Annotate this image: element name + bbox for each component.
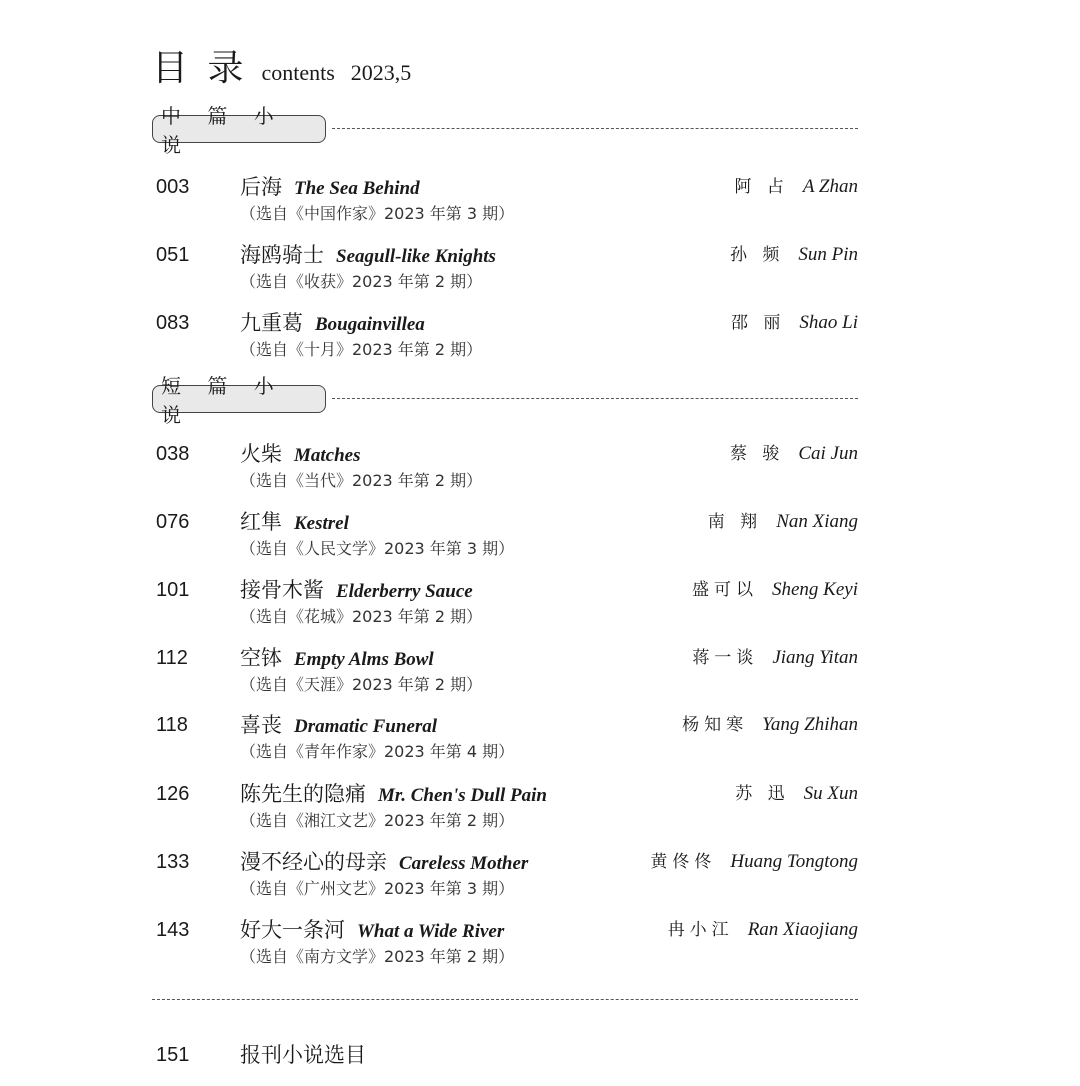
section-header-short-story — [152, 374, 858, 427]
entry-page-number: 051 — [156, 244, 190, 266]
toc-entry[interactable] — [156, 440, 858, 500]
page-header — [152, 40, 411, 91]
entry-title — [240, 440, 361, 471]
section-header-novella — [152, 104, 858, 157]
entry-source: （选自《收获》2023 年第 2 期） — [240, 272, 483, 291]
entry-title-cn: 火柴 — [240, 442, 282, 466]
entry-author-en: Su Xun — [803, 783, 858, 804]
entry-page-number: 133 — [156, 851, 190, 873]
entry-author — [692, 576, 858, 605]
entry-source: （选自《人民文学》2023 年第 3 期） — [240, 539, 515, 558]
entry-author-cn: 盛可以 — [691, 580, 758, 600]
toc-entry[interactable] — [156, 644, 858, 704]
entry-source: （选自《中国作家》2023 年第 3 期） — [240, 204, 515, 223]
page-title: 目 录 — [152, 48, 248, 89]
entry-title-en: Elderberry Sauce — [336, 581, 473, 602]
entry-title-cn: 海鸥骑士 — [240, 243, 324, 267]
entry-title-cn: 接骨木酱 — [240, 578, 324, 602]
entry-title-en: Mr. Chen's Dull Pain — [378, 785, 547, 806]
entry-author-en: Yang Zhihan — [762, 714, 858, 735]
entry-title — [240, 576, 473, 607]
toc-entry[interactable] — [156, 173, 858, 233]
entry-page-number: 126 — [156, 783, 190, 805]
entry-title-en: The Sea Behind — [294, 178, 420, 199]
entry-title-en: Careless Mother — [399, 853, 529, 874]
entry-author-en: Shao Li — [799, 312, 858, 333]
entry-page-number: 151 — [156, 1044, 190, 1066]
entry-title-cn: 好大一条河 — [240, 918, 345, 942]
entry-title — [240, 241, 496, 272]
entry-title-cn: 报刊小说选目 — [240, 1043, 366, 1067]
entry-title — [240, 780, 547, 811]
toc-entry[interactable] — [156, 780, 858, 840]
entry-title-en: Kestrel — [294, 513, 349, 534]
issue-number: 2023,5 — [350, 60, 412, 85]
toc-entry[interactable] — [156, 309, 858, 369]
entry-author-en: Nan Xiang — [776, 511, 858, 532]
toc-entry[interactable] — [156, 916, 858, 976]
entry-title-cn: 九重葛 — [240, 311, 303, 335]
entry-author-cn: 苏 迅 — [735, 784, 790, 804]
entry-source: （选自《十月》2023 年第 2 期） — [240, 340, 483, 359]
entry-author — [730, 241, 858, 270]
entry-page-number: 143 — [156, 919, 190, 941]
entry-author-cn: 邵 丽 — [730, 313, 786, 333]
entry-author-en: Cai Jun — [798, 443, 858, 464]
entry-author — [650, 848, 858, 877]
entry-author-cn: 冉小江 — [667, 920, 734, 940]
entry-source: （选自《花城》2023 年第 2 期） — [240, 607, 483, 626]
entry-author — [692, 644, 858, 673]
toc-entry[interactable] — [156, 241, 858, 301]
entry-title-en: What a Wide River — [357, 921, 505, 942]
entry-source: （选自《湘江文艺》2023 年第 2 期） — [240, 811, 515, 830]
section-label: 短 篇 小 说 — [152, 385, 326, 413]
entry-title-cn: 陈先生的隐痛 — [240, 782, 366, 806]
page-title-en: contents — [261, 60, 335, 85]
toc-entry[interactable] — [156, 576, 858, 636]
entry-title — [240, 848, 528, 879]
entry-author-cn: 阿 占 — [734, 177, 789, 197]
entry-author-en: Sheng Keyi — [771, 579, 858, 600]
entry-title-cn: 空钵 — [240, 646, 282, 670]
entry-source: （选自《天涯》2023 年第 2 期） — [240, 675, 483, 694]
entry-author-en: Huang Tongtong — [730, 851, 858, 872]
entry-title — [240, 644, 434, 675]
entry-page-number: 038 — [156, 443, 190, 465]
toc-entry[interactable] — [156, 848, 858, 908]
entry-page-number: 118 — [156, 714, 188, 736]
entry-author — [682, 711, 858, 740]
entry-author-cn: 黄佟佟 — [650, 852, 717, 872]
entry-author — [735, 173, 859, 202]
entry-author-en: A Zhan — [802, 176, 858, 197]
entry-page-number: 101 — [156, 579, 190, 601]
section-divider — [332, 398, 858, 399]
entry-title-en: Empty Alms Bowl — [294, 649, 434, 670]
entry-source: （选自《青年作家》2023 年第 4 期） — [240, 742, 515, 761]
entry-author-cn: 蒋一谈 — [692, 648, 759, 668]
entry-title — [240, 508, 349, 539]
entry-title-cn: 后海 — [240, 175, 282, 199]
entry-author — [708, 508, 858, 537]
entry-title — [240, 173, 420, 204]
entry-author — [668, 916, 858, 945]
entry-source: （选自《广州文艺》2023 年第 3 期） — [240, 879, 515, 898]
entry-title — [240, 711, 437, 742]
entry-author-cn: 孙 频 — [729, 245, 785, 265]
footer-divider — [152, 999, 858, 1000]
entry-page-number: 003 — [156, 176, 190, 198]
entry-author — [730, 440, 858, 469]
toc-entry[interactable] — [156, 711, 858, 771]
entry-author — [731, 309, 858, 338]
entry-author-cn: 蔡 骏 — [729, 444, 785, 464]
entry-page-number: 083 — [156, 312, 190, 334]
entry-author-en: Ran Xiaojiang — [747, 919, 858, 940]
entry-title — [240, 916, 504, 947]
entry-title-en: Matches — [294, 445, 361, 466]
section-label: 中 篇 小 说 — [152, 115, 326, 143]
entry-author — [735, 780, 858, 809]
entry-author-cn: 南 翔 — [707, 512, 763, 532]
entry-page-number: 112 — [156, 647, 188, 669]
entry-title-cn: 喜丧 — [240, 713, 282, 737]
toc-entry[interactable] — [156, 508, 858, 568]
entry-title-cn: 漫不经心的母亲 — [240, 850, 387, 874]
entry-source: （选自《南方文学》2023 年第 2 期） — [240, 947, 515, 966]
entry-page-number: 076 — [156, 511, 190, 533]
entry-source: （选自《当代》2023 年第 2 期） — [240, 471, 483, 490]
section-divider — [332, 128, 858, 129]
entry-author-en: Sun Pin — [798, 244, 858, 265]
entry-title — [240, 309, 425, 340]
entry-author-cn: 杨知寒 — [682, 715, 749, 735]
entry-title-cn: 红隼 — [240, 510, 282, 534]
entry-title-en: Bougainvillea — [315, 314, 425, 335]
entry-title-en: Dramatic Funeral — [294, 716, 438, 737]
entry-title-en: Seagull-like Knights — [336, 246, 496, 267]
entry-author-en: Jiang Yitan — [772, 647, 858, 668]
